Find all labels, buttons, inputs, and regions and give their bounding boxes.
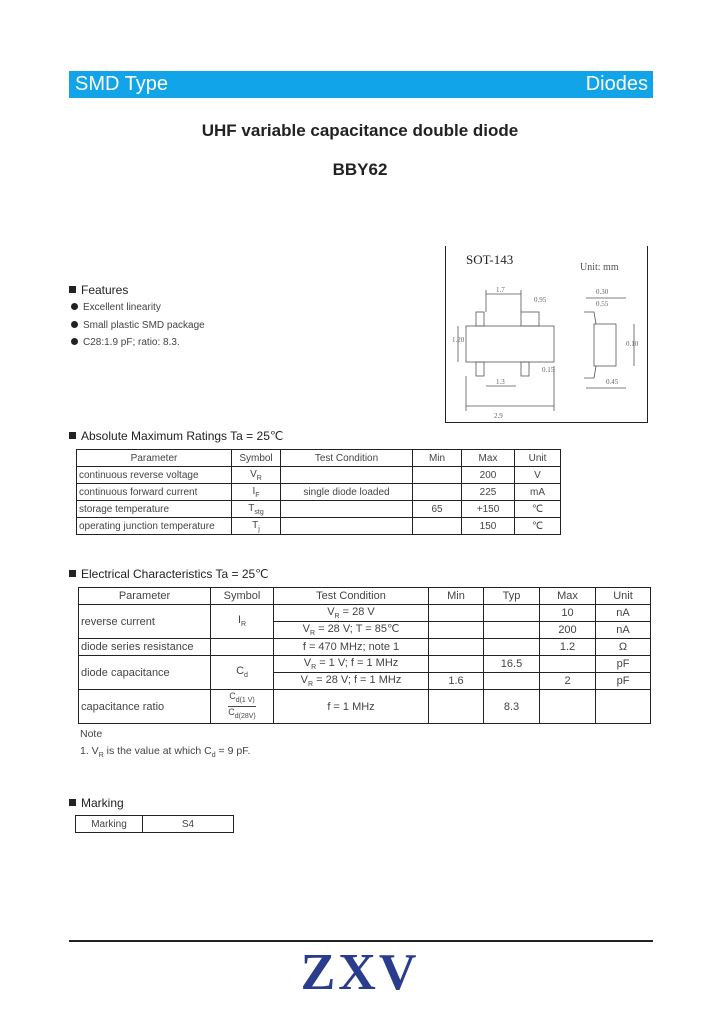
square-bullet-icon [69,799,76,806]
table-row: continuous reverse voltage $V_R$ 200 V [77,467,561,484]
square-bullet-icon [69,570,76,577]
abs-max-heading: Absolute Maximum Ratings Ta = 25℃ [69,429,283,443]
package-name: SOT-143 [466,252,514,267]
header-banner [69,71,653,98]
list-item: Small plastic SMD package [71,320,205,338]
table-row: diode series resistance f = 470 MHz; note 1 1.2 Ω [79,639,651,656]
table-header: Parameter Symbol Test Condition Min Max Unit [77,450,561,467]
elec-heading: Electrical Characteristics Ta = 25℃ [69,567,269,581]
dim-label: 0.45 [606,378,619,386]
bullet-icon [71,303,78,310]
package-unit: Unit: mm [580,262,619,273]
table-header: Parameter Symbol Test Condition Min Typ Max Unit [79,588,651,605]
list-item: Excellent linearity [71,302,205,320]
header-left: SMD Type [75,73,168,95]
table-row: Marking S4 [76,816,234,833]
square-bullet-icon [69,286,76,293]
header-right: Diodes [585,73,648,95]
square-bullet-icon [69,432,76,439]
dim-label: 0.55 [596,300,609,308]
table-row: capacitance ratio $\frac{C_{d(1 V)}}{C_{d(28V)}}$ f = 1 MHz 8.3 [79,690,651,724]
footer-divider [69,940,653,942]
note-text: 1. $V_R$ is the value at which $C_d = 9$ pF. [80,745,251,760]
marking-table [75,815,234,833]
part-number: BBY62 [332,160,388,179]
dim-label: 2.9 [494,412,503,420]
dim-label: 1.7 [496,286,505,294]
dim-label: 0.95 [534,296,547,304]
bullet-icon [71,338,78,345]
table-row: operating junction temperature $T_j$ 150 ℃ [77,518,561,535]
table-row: $V_R = 28$ V; T = 85℃ 200 nA [79,622,651,639]
dim-label: 0.30 [596,288,609,296]
package-outline-svg [446,246,647,422]
dim-label: 0.10 [626,340,639,348]
table-row: diode capacitance $C_d$ $V_R = 1$ V; f = 1 MHz 16.5 pF [79,656,651,673]
features-heading: Features [69,283,128,297]
bullet-icon [71,321,78,328]
package-body [466,326,554,362]
list-item: C28:1.9 pF; ratio: 8.3. [71,337,205,355]
table-row: reverse current $I_R$ $V_R = 28$ V 10 nA [79,605,651,622]
table-row: continuous forward current $I_F$ single diode loaded 225 mA [77,484,561,501]
page-title: UHF variable capacitance double diode [201,121,519,140]
package-drawing [445,246,648,423]
abs-max-table [76,449,561,535]
dim-label: 1.20 [452,336,465,344]
note-title: Note [80,728,103,740]
marking-heading: Marking [69,796,124,810]
features-list [71,302,205,355]
ratio-fraction: $\frac{C_{d(1 V)}}{C_{d(28V)}}$ [228,691,256,720]
dim-label: 0.15 [542,366,555,374]
table-row: $V_R = 28$ V; f = 1 MHz 1.6 2 pF [79,673,651,690]
company-logo: ZXV [300,944,420,1001]
dim-label: 1.3 [496,378,505,386]
table-row: storage temperature $T_{stg}$ 65 +150 ℃ [77,501,561,518]
elec-table [78,587,651,724]
